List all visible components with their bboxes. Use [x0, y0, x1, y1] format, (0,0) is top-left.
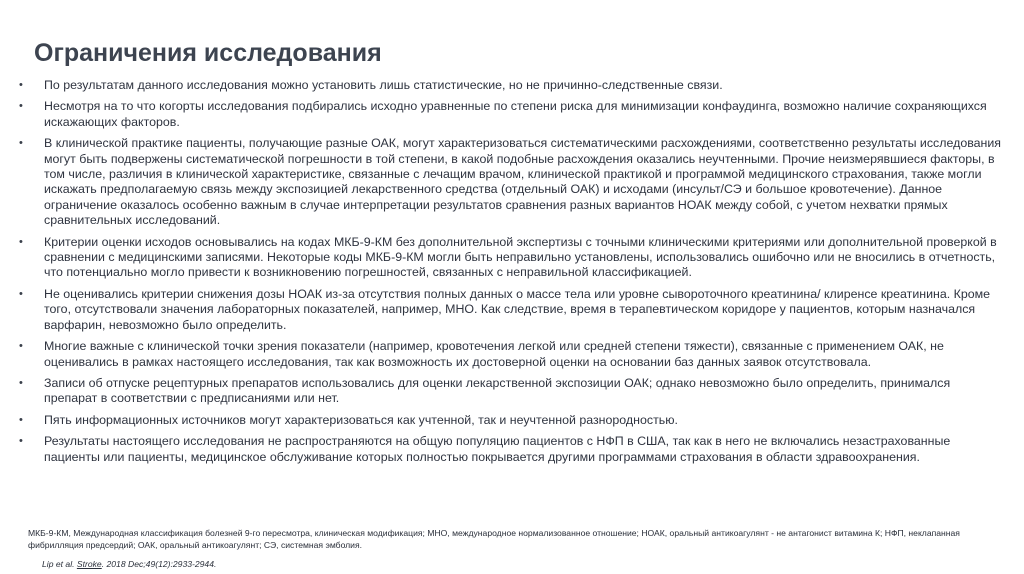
bullet-text: Не оценивались критерии снижения дозы НОАК из-за отсутствия полных данных о массе тела или уровне сывороточного креатинина/ клиренсе креатинина. Кроме того, отсутствовали значения лабораторных показателей, например, МНО. Как следствие, время в терапевтическом коридоре у пациентов, которым назначался варфарин, невозможно было определить.	[44, 286, 991, 332]
bullet-marker: •	[19, 137, 23, 150]
bullet-item	[19, 78, 1004, 93]
bullet-text: Многие важные с клинической точки зрения показатели (например, кровотечения легкой или средней степени тяжести), связанные с применением ОАК, не оценивались в рамках настоящего исследования, так как возможность их достоверной оценки на основании баз данных заявок отсутствовала.	[44, 339, 944, 369]
bullet-marker: •	[19, 340, 23, 353]
abbreviations-footnote: МКБ-9-КМ, Международная классификация болезней 9-го пересмотра, клиническая модификация; МНО, международное нормализованное отношение; НОАК, оральный антикоагулянт - не антагонист витамина К; НФП, неклапанная фибрилляция предсердий; ОАК, оральный антикоагулянт; СЭ, системная эмболия.	[28, 528, 960, 550]
bullet-item	[19, 136, 1004, 228]
bullet-text: Результаты настоящего исследования не распространяются на общую популяцию пациентов с НФП в США, так как в него не включались незастрахованные пациенты или пациенты, медицинское обслуживание которых полностью покрывается другими программами страхования в области здравоохранения.	[44, 434, 951, 464]
bullet-item	[19, 339, 1004, 370]
citation-journal-link[interactable]: Stroke	[76, 559, 102, 569]
citation-authors: Lip et al.	[42, 559, 77, 569]
bullet-marker: •	[19, 413, 23, 426]
bullet-item	[19, 413, 1004, 428]
bullet-item	[19, 99, 1004, 130]
bullet-text: Несмотря на то что когорты исследования подбирались исходно уравненные по степени риска для минимизации конфаудинга, возможно наличие сохраняющихся искажающих факторов.	[44, 99, 987, 129]
bullet-marker: •	[19, 79, 23, 91]
bullet-list	[19, 78, 1004, 471]
bullet-text: По результатам данного исследования можно установить лишь статистические, но не причинно-следственные связи.	[44, 78, 723, 92]
bullet-text: Записи об отпуске рецептурных препаратов использовались для оценки лекарственной экспозиции ОАК; однако невозможно было определить, принимался препарат в соответствии с предписаниями или нет.	[44, 375, 951, 406]
bullet-marker: •	[19, 100, 23, 113]
bullet-text: В клинической практике пациенты, получающие разные ОАК, могут характеризоваться систематическими расхождениями, соответственно результаты исследования могут быть подвержены систематической погрешности в той степени, в какой подобные расхождения оказались неучтенными. Прочие неизмерявшиеся факторы, в том числе, различия в клинической характеристике, связанные с лечащим врачом, клинической практикой и программой медицинского страхования, также могли искажать предполагаемую связь между экспозицией лекарственного средства (отдельный ОАК) и исходами (инсульт/СЭ и большое кровотечение). Данное ограничение оказалось особенно важным в случае интерпретации результатов сравнения разных вариантов НОАК между собой, с учетом нехватки прямых сравнительных исследований.	[44, 136, 1002, 228]
bullet-text: Критерии оценки исходов основывались на кодах МКБ-9-КМ без дополнительной экспертизы с точными клиническими критериями или дополнительной проверкой в сравнении с медицинскими записями. Некоторые коды МКБ-9-КМ могли быть неправильно установлены, использовались ошибочно или не вносились в отчетность, что потенциально могло привести к возникновению погрешностей, связанных с неправильной классификацией.	[44, 234, 997, 280]
citation-details: . 2018 Dec;49(12):2933-2944.	[101, 559, 217, 569]
slide-title: Ограничения исследования	[34, 39, 382, 67]
bullet-item	[19, 287, 1004, 333]
bullet-marker: •	[19, 376, 23, 389]
bullet-item	[19, 376, 1004, 407]
bullet-item	[19, 235, 1004, 281]
bullet-marker: •	[19, 287, 23, 300]
bullet-marker: •	[19, 235, 23, 248]
bullet-item	[19, 434, 1004, 465]
bullet-text: Пять информационных источников могут характеризоваться как учтенной, так и неучтенной разнородностью.	[44, 412, 678, 427]
bullet-marker: •	[19, 435, 23, 448]
citation	[42, 559, 216, 569]
